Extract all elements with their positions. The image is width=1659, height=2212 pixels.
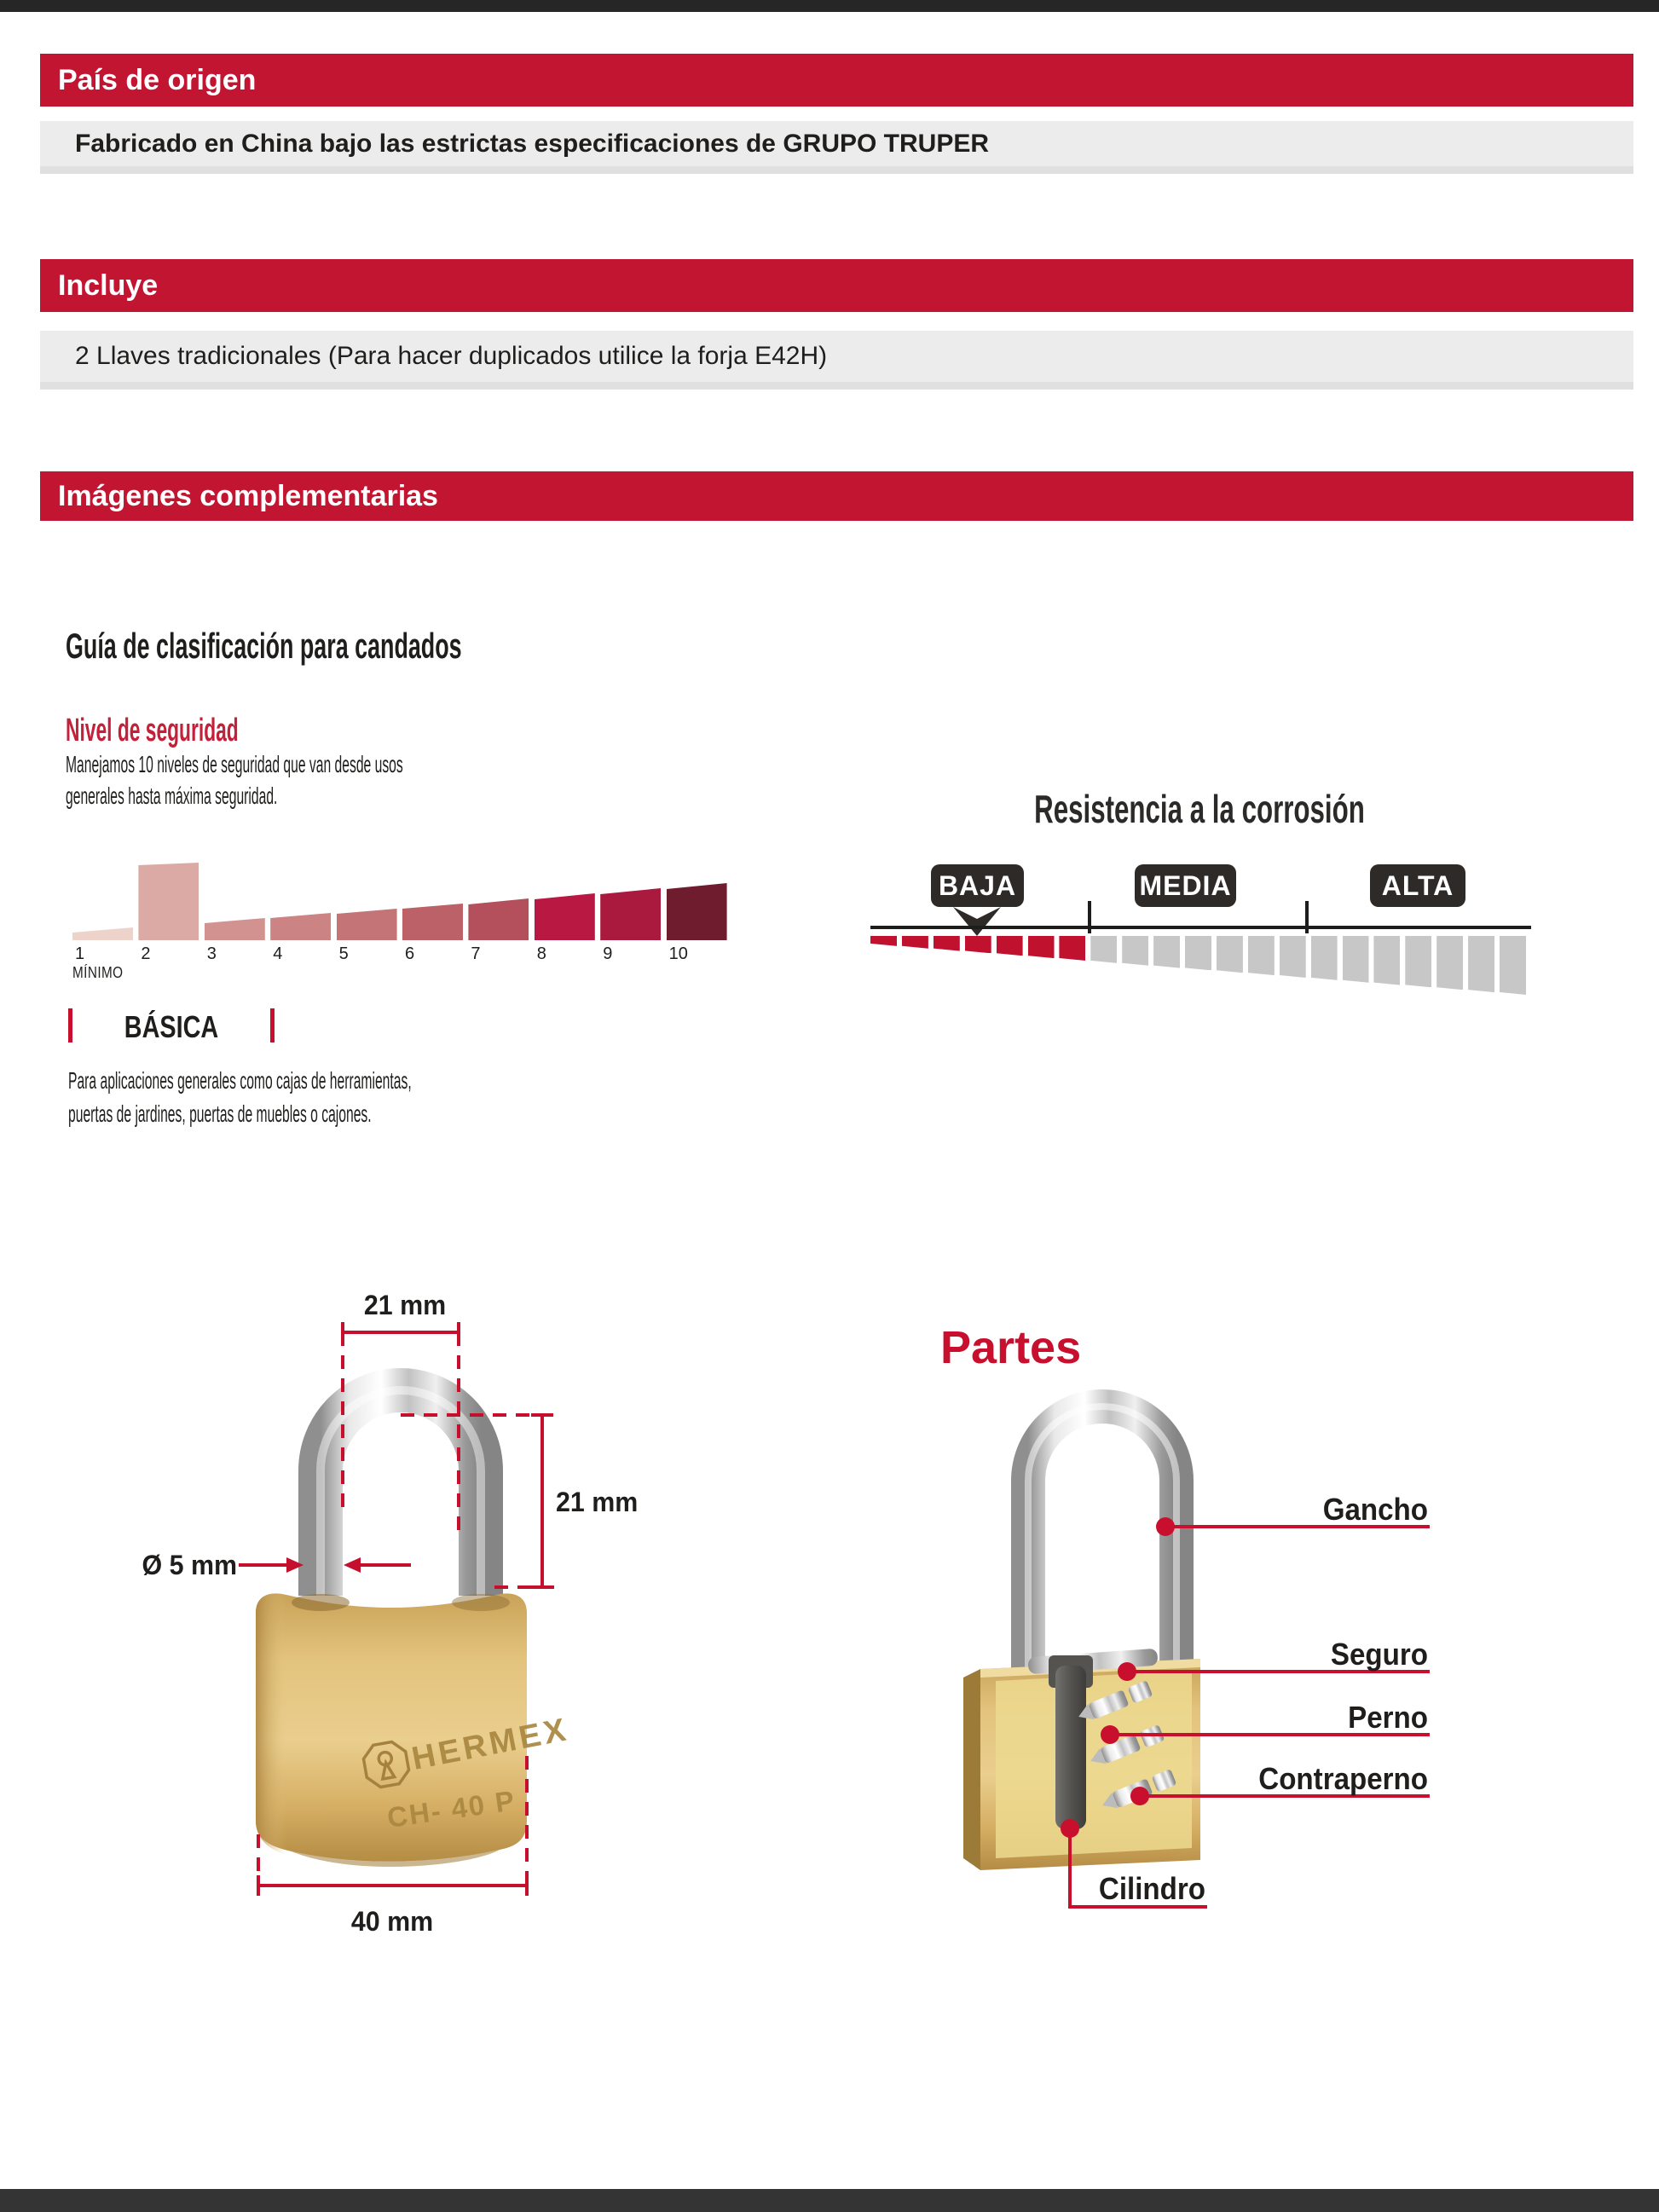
security-level-tick-label: 1: [75, 944, 85, 963]
security-chart-labels: [72, 944, 754, 965]
brand-engraving: HERMEX: [408, 1712, 572, 1777]
includes-text: 2 Llaves tradicionales (Para hacer duplicados utilice la forja E42H): [75, 342, 828, 370]
corrosion-segment: [1217, 936, 1243, 973]
corrosion-segment: [1311, 936, 1338, 980]
corrosion-segment: [965, 936, 991, 953]
padlock-dimension-diagram: [77, 1279, 673, 1961]
leg-socket-left: [292, 1594, 350, 1611]
corrosion-tag-baja: [931, 864, 1024, 907]
corrosion-segment: [1343, 936, 1369, 983]
corrosion-segment: [997, 936, 1023, 956]
leg-socket-right: [452, 1594, 510, 1611]
security-level-segment-1: [72, 927, 133, 940]
corrosion-segment: [1280, 936, 1306, 978]
section-header-images: [40, 471, 1633, 521]
tag-alta-label: ALTA: [1381, 869, 1454, 901]
security-chart-segments: [72, 863, 754, 940]
section-body-origin: [40, 121, 1633, 174]
corrosion-segment: [1248, 936, 1275, 975]
corrosion-title: Resistencia a la corrosión: [1034, 787, 1365, 831]
dim-label-shackle-height: 21 mm: [556, 1487, 639, 1517]
dim-label-top-width: 21 mm: [363, 1290, 447, 1320]
tag-media-label: MEDIA: [1139, 869, 1232, 901]
section-header-includes-label: Incluye: [58, 269, 159, 302]
part-label-perno: Perno: [1348, 1700, 1428, 1735]
callout-dot-contraperno: [1130, 1787, 1149, 1805]
corrosion-segment: [934, 936, 960, 951]
basica-desc-line1: Para aplicaciones generales como cajas de herramientas,: [68, 1067, 412, 1094]
corrosion-segment: [1468, 936, 1494, 992]
corrosion-tag-media: [1135, 864, 1236, 907]
security-level-segment-10: [667, 883, 727, 940]
security-level-tick-label: 6: [405, 944, 415, 963]
body-left-shade: [256, 1593, 286, 1855]
parts-title: Partes: [940, 1322, 1082, 1373]
arrow-left-icon: [344, 1557, 361, 1573]
dim-label-diameter: Ø 5 mm: [142, 1550, 237, 1580]
section-header-origin-label: País de origen: [58, 63, 257, 96]
basica-row: [68, 1008, 275, 1043]
security-level-segment-7: [468, 898, 529, 940]
body-side-face: [963, 1669, 980, 1870]
callout-dot-perno: [1101, 1725, 1119, 1744]
part-label-seguro: Seguro: [1330, 1637, 1428, 1672]
corrosion-segment: [902, 936, 928, 949]
security-level-segment-3: [205, 918, 265, 940]
security-level-segment-6: [402, 904, 463, 940]
corrosion-segment: [1090, 936, 1117, 963]
corrosion-tag-alta: [1370, 864, 1465, 907]
dim-label-body-width: 40 mm: [350, 1906, 434, 1937]
corrosion-tick-1: [1088, 901, 1091, 933]
security-level-segment-2: [138, 863, 199, 940]
corrosion-segment: [1185, 936, 1211, 970]
part-label-gancho: Gancho: [1322, 1492, 1428, 1527]
section-header-origin: [40, 54, 1633, 107]
callout-dot-cilindro: [1061, 1819, 1079, 1838]
corrosion-segment: [1122, 936, 1148, 966]
top-divider-bar: [0, 0, 1659, 12]
bottom-divider-bar: [0, 2189, 1659, 2212]
origin-text: Fabricado en China bajo las estrictas especificaciones de GRUPO TRUPER: [75, 129, 990, 158]
security-level-heading: Nivel de seguridad: [66, 713, 239, 748]
security-level-tick-label: 2: [141, 944, 151, 963]
corrosion-segment: [1059, 936, 1085, 961]
basica-label: BÁSICA: [124, 1009, 219, 1044]
corrosion-axis: [870, 926, 1531, 929]
basica-desc-line2: puertas de jardines, puertas de muebles o cajones.: [68, 1100, 372, 1127]
security-desc-line1: Manejamos 10 niveles de seguridad que van desde usos: [66, 751, 403, 777]
security-level-description: [66, 748, 668, 811]
basica-description: [68, 1064, 681, 1130]
part-label-contraperno: Contraperno: [1258, 1761, 1428, 1796]
corrosion-segment: [1153, 936, 1180, 968]
corrosion-segment: [870, 936, 897, 946]
corrosion-selected-arrow-icon: [951, 905, 1003, 938]
security-level-tick-label: 3: [206, 944, 217, 963]
corrosion-segment: [1373, 936, 1400, 985]
security-level-tick-label: 10: [668, 944, 688, 963]
security-level-segment-5: [337, 909, 397, 940]
section-header-includes: [40, 259, 1633, 312]
cylinder: [1055, 1666, 1086, 1829]
security-level-tick-label: 4: [273, 944, 283, 963]
corrosion-segment: [1436, 936, 1463, 990]
corrosion-segment: [1405, 936, 1431, 987]
model-engraving: CH- 40 P: [384, 1784, 518, 1834]
security-level-tick-label: 8: [536, 944, 546, 963]
security-level-tick-label: 7: [471, 944, 481, 963]
corrosion-tick-2: [1305, 901, 1309, 933]
security-level-segment-4: [270, 913, 331, 940]
callout-dot-seguro: [1118, 1662, 1136, 1681]
tag-baja-label: BAJA: [938, 869, 1017, 901]
corrosion-wedge: [870, 936, 1544, 1000]
part-label-cilindro: Cilindro: [1098, 1871, 1205, 1906]
corrosion-segment: [1028, 936, 1055, 958]
security-level-tick-label: 5: [338, 944, 349, 963]
section-body-includes: [40, 331, 1633, 390]
security-level-segment-8: [535, 893, 595, 940]
section-header-images-label: Imágenes complementarias: [58, 479, 438, 512]
corrosion-segment: [1500, 936, 1526, 995]
security-desc-line2: generales hasta máxima seguridad.: [66, 783, 278, 809]
security-level-tick-label: 9: [603, 944, 613, 963]
security-level-segment-9: [600, 888, 661, 940]
security-chart-min-label: MÍNIMO: [72, 964, 124, 981]
guide-title: Guía de clasificación para candados: [66, 626, 462, 666]
